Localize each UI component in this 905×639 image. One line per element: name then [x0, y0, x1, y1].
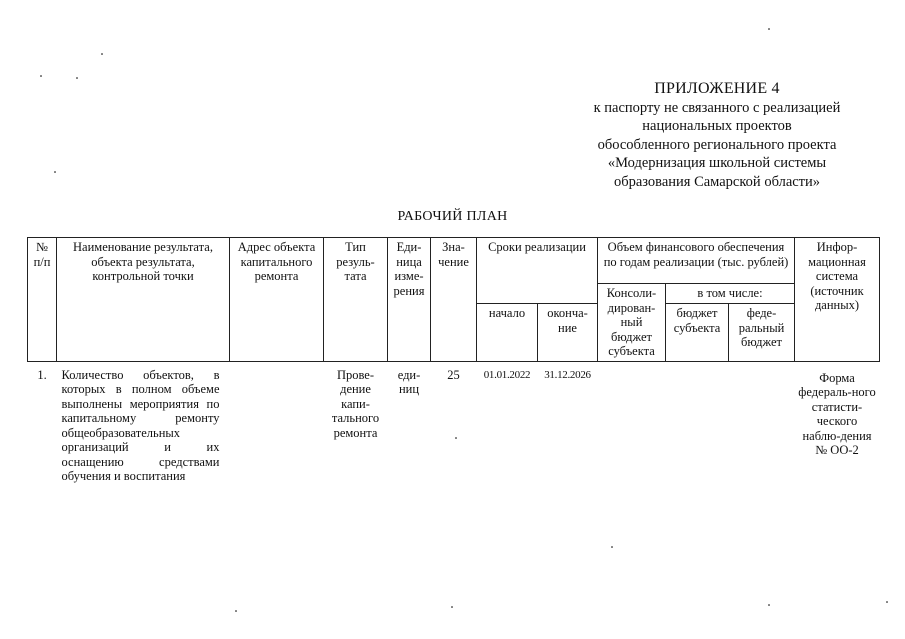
header-end: оконча-ние [538, 304, 598, 361]
header-subject-budget: бюджет субъекта [666, 304, 729, 361]
scan-speck [101, 53, 103, 55]
plan-title: РАБОЧИЙ ПЛАН [397, 209, 508, 224]
header-value: Зна-чение [431, 238, 477, 362]
scan-speck [54, 171, 56, 173]
row-unit: еди-ниц [397, 367, 421, 396]
header-num: № п/п [28, 238, 57, 362]
row-info: Форма федераль-ного статисти-ческого наблю-дения № ОО-2 [798, 370, 876, 457]
appendix-heading: ПРИЛОЖЕНИЕ 4 [654, 80, 780, 97]
header-info: Инфор-мационная система (источник данных) [795, 238, 880, 362]
row-type: Прове-дение капи-тального ремонта [331, 367, 380, 440]
row-end-date: 31.12.2026 [544, 368, 591, 381]
appendix-line: национальных проектов [642, 118, 792, 134]
header-terms: Сроки реализации [477, 238, 598, 304]
header-start: начало [477, 304, 538, 361]
appendix-line: обособленного регионального проекта [597, 136, 837, 153]
row-value: 25 [447, 367, 460, 382]
header-address: Адрес объекта капитального ремонта [230, 238, 324, 362]
header-consolidated: Консоли-дирован-ный бюджет субъекта [598, 284, 666, 362]
work-plan-table [27, 237, 880, 486]
row-name: Количество объектов, в которых в полном объеме выполнены мероприятия по капитальному ремонту общеобразовательных организаций и их оснащению средствами обучения и воспитания [61, 367, 220, 483]
appendix-line: к паспорту не связанного с реализацией [593, 99, 841, 116]
header-federal-budget: феде-ральный бюджет [729, 304, 795, 361]
appendix-line: «Модернизация школьной системы [607, 155, 827, 171]
scan-speck [235, 610, 237, 612]
scan-speck [886, 601, 888, 603]
header-name: Наименование результата, объекта результата, контрольной точки [57, 238, 230, 362]
header-unit: Еди-ница изме-рения [388, 238, 431, 362]
scan-speck [451, 606, 453, 608]
scan-speck [611, 546, 613, 548]
row-num: 1. [37, 367, 47, 382]
header-type: Тип резуль-тата [324, 238, 388, 362]
appendix-line: образования Самарской области» [613, 173, 821, 190]
scan-speck [76, 77, 78, 79]
header-finance: Объем финансового обеспечения по годам реализации (тыс. рублей) [598, 238, 795, 284]
scan-speck [768, 28, 770, 30]
appendix-block [557, 80, 877, 191]
row-consolidated [598, 361, 666, 486]
table-row [28, 361, 880, 486]
row-start-date: 01.01.2022 [483, 368, 531, 381]
scan-speck [40, 75, 42, 77]
row-federal-budget [729, 361, 795, 486]
row-address [230, 361, 324, 486]
header-incl: в том числе: [666, 284, 795, 304]
scan-speck [455, 437, 457, 439]
row-subject-budget [666, 361, 729, 486]
scan-speck [768, 604, 770, 606]
